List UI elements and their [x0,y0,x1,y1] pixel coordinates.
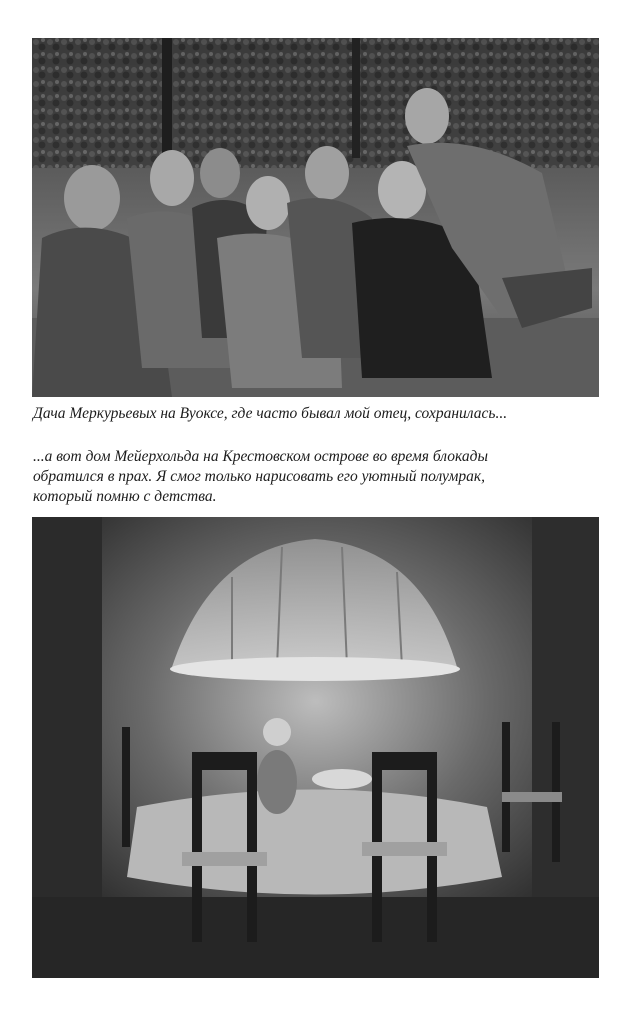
painting-caption-line: обратился в прах. Я смог только нарисовать его уютный полумрак, [33,468,486,485]
interior-painting-image [32,517,599,978]
photo-caption: Дача Меркурьевых на Вуоксе, где часто бывал мой отец, сохранилась... [33,405,508,422]
painting-caption-line: ...а вот дом Мейерхольда на Крестовском острове во время блокады [33,448,488,465]
painting-caption [33,447,600,507]
painting-caption-line: который помню с детства. [33,488,217,505]
group-photo-image [32,38,599,397]
interior-painting [32,517,599,978]
group-photo [32,38,599,397]
